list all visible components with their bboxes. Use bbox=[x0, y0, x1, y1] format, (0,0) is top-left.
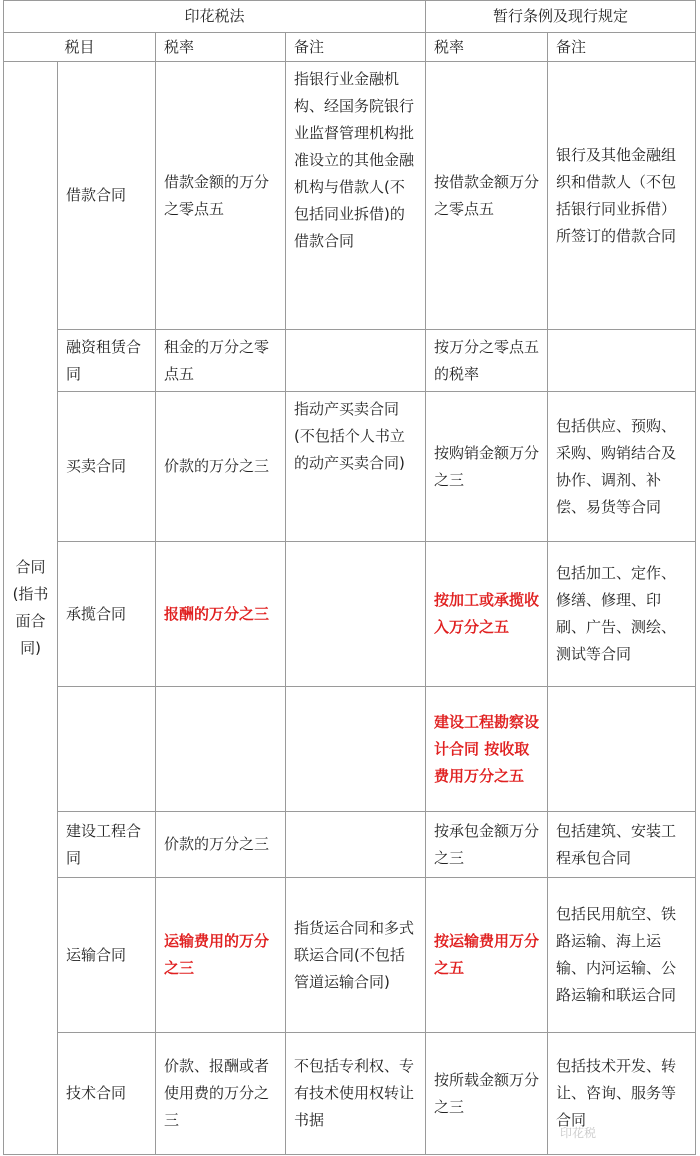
rate-cell: 运输费用的万分之三 bbox=[156, 878, 286, 1033]
note-current-cell: 包括民用航空、铁路运输、海上运输、内河运输、公路运输和联运合同 bbox=[548, 878, 696, 1033]
tax-comparison-table-wrapper bbox=[3, 0, 696, 1155]
note-current-cell: 包括加工、定作、修缮、修理、印刷、广告、测绘、测试等合同 bbox=[548, 542, 696, 687]
table-row bbox=[4, 392, 696, 542]
note-current-cell: 银行及其他金融组织和借款人（不包括银行同业拆借）所签订的借款合同 bbox=[548, 62, 696, 330]
item-cell: 借款合同 bbox=[58, 62, 156, 330]
rate-current-cell: 按承包金额万分之三 bbox=[426, 812, 548, 878]
table-row bbox=[4, 812, 696, 878]
stamp-tax-comparison-table bbox=[3, 0, 696, 1155]
table-row bbox=[4, 878, 696, 1033]
col-header-rate: 税率 bbox=[156, 33, 286, 62]
watermark-text: 印花税 bbox=[560, 1126, 597, 1140]
note-cell: 指银行业金融机构、经国务院银行业监督管理机构批准设立的其他金融机构与借款人(不包括同业拆借)的借款合同 bbox=[286, 62, 426, 330]
note-cell: 指动产买卖合同(不包括个人书立的动产买卖合同) bbox=[286, 392, 426, 542]
rate-current-cell: 按购销金额万分之三 bbox=[426, 392, 548, 542]
rate-current-cell: 按借款金额万分之零点五 bbox=[426, 62, 548, 330]
table-row bbox=[4, 542, 696, 687]
note-current-cell bbox=[548, 687, 696, 812]
category-cell: 合同(指书面合同) bbox=[4, 62, 58, 1155]
rate-current-cell: 按所载金额万分之三 bbox=[426, 1033, 548, 1155]
col-header-note: 备注 bbox=[286, 33, 426, 62]
item-cell: 运输合同 bbox=[58, 878, 156, 1033]
rate-cell: 租金的万分之零点五 bbox=[156, 330, 286, 392]
rate-current-cell: 按运输费用万分之五 bbox=[426, 878, 548, 1033]
rate-cell: 价款的万分之三 bbox=[156, 392, 286, 542]
header-row-1 bbox=[4, 1, 696, 33]
rate-current-cell: 按万分之零点五的税率 bbox=[426, 330, 548, 392]
item-cell: 融资租赁合同 bbox=[58, 330, 156, 392]
item-cell: 建设工程合同 bbox=[58, 812, 156, 878]
note-current-cell bbox=[548, 330, 696, 392]
table-row bbox=[4, 687, 696, 812]
note-cell: 指货运合同和多式联运合同(不包括管道运输合同) bbox=[286, 878, 426, 1033]
col-header-item: 税目 bbox=[4, 33, 156, 62]
note-cell bbox=[286, 330, 426, 392]
rate-cell: 价款的万分之三 bbox=[156, 812, 286, 878]
item-cell: 承揽合同 bbox=[58, 542, 156, 687]
note-cell: 不包括专利权、专有技术使用权转让书据 bbox=[286, 1033, 426, 1155]
col-header-rate-current: 税率 bbox=[426, 33, 548, 62]
header-row-2 bbox=[4, 33, 696, 62]
col-header-note-current: 备注 bbox=[548, 33, 696, 62]
rate-current-cell: 建设工程勘察设计合同 按收取费用万分之五 bbox=[426, 687, 548, 812]
rate-cell bbox=[156, 687, 286, 812]
note-cell bbox=[286, 812, 426, 878]
note-cell bbox=[286, 687, 426, 812]
note-current-cell: 包括建筑、安装工程承包合同 bbox=[548, 812, 696, 878]
current-rules-header: 暂行条例及现行规定 bbox=[426, 1, 696, 33]
law-title-header: 印花税法 bbox=[4, 1, 426, 33]
rate-cell: 借款金额的万分之零点五 bbox=[156, 62, 286, 330]
rate-cell: 报酬的万分之三 bbox=[156, 542, 286, 687]
table-row bbox=[4, 330, 696, 392]
item-cell: 买卖合同 bbox=[58, 392, 156, 542]
table-row bbox=[4, 62, 696, 330]
item-cell bbox=[58, 687, 156, 812]
note-current-cell: 包括技术开发、转让、咨询、服务等合同 bbox=[548, 1033, 696, 1155]
note-current-cell: 包括供应、预购、采购、购销结合及协作、调剂、补偿、易货等合同 bbox=[548, 392, 696, 542]
item-cell: 技术合同 bbox=[58, 1033, 156, 1155]
rate-current-cell: 按加工或承揽收入万分之五 bbox=[426, 542, 548, 687]
note-cell bbox=[286, 542, 426, 687]
rate-cell: 价款、报酬或者使用费的万分之三 bbox=[156, 1033, 286, 1155]
